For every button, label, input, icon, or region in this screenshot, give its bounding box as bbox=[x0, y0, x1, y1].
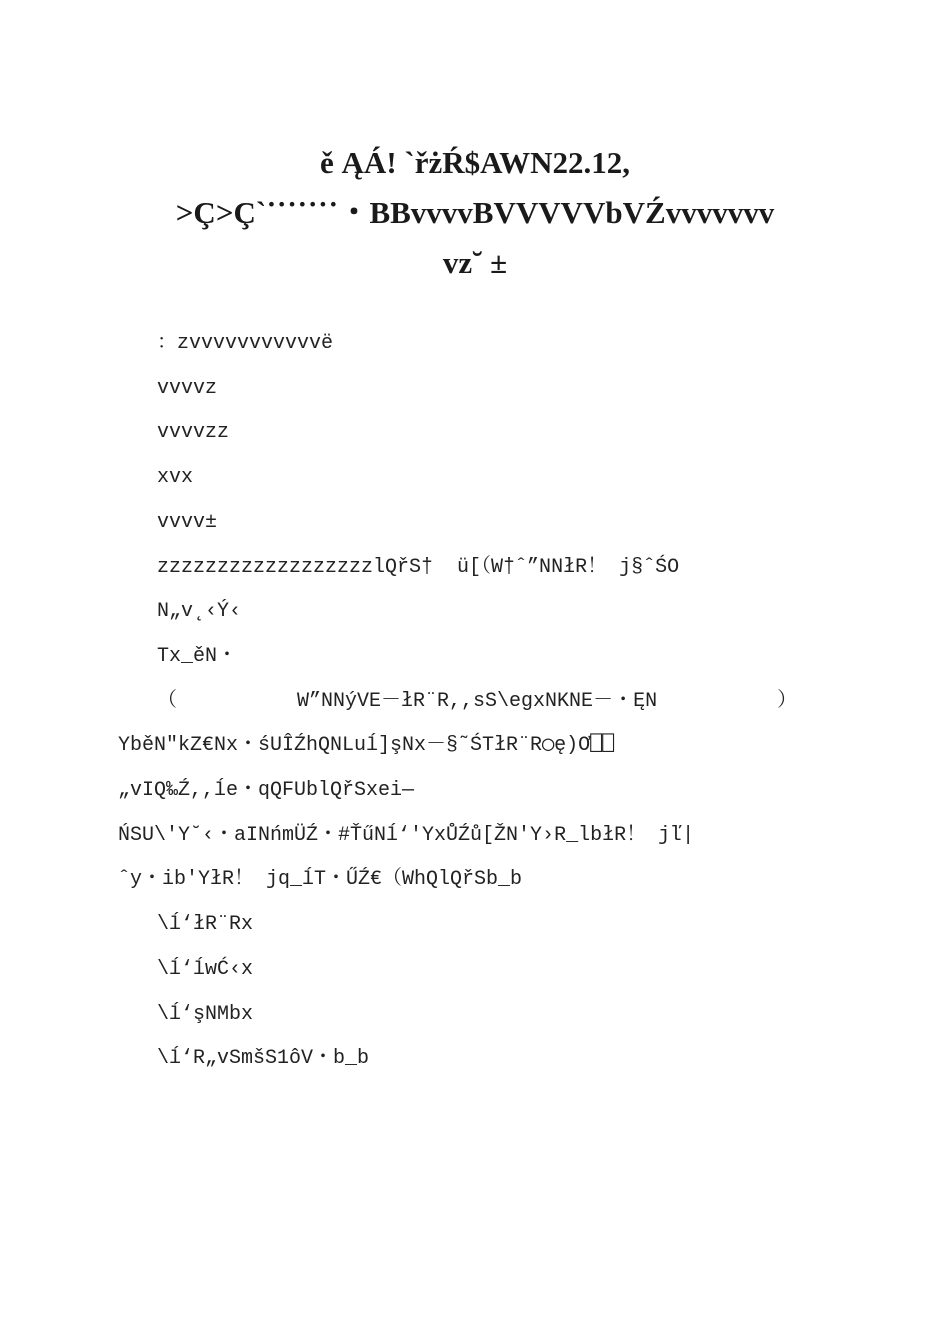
body-line: YběN"kZ€Nx・śUÎŹhQNLuĺ]şNx－§˜ŚTłR¨R◯ę)Ơ⎕⎕ bbox=[118, 734, 615, 758]
body-line: N„v˛‹Ý‹ bbox=[157, 600, 242, 624]
body-line: \ĺ‘şNMbx bbox=[157, 1002, 254, 1026]
body-line: \ĺ‘łR¨Rx bbox=[157, 913, 254, 937]
title-line-1: ě ĄÁ! `řżŔ$AWN22.12, bbox=[320, 145, 630, 180]
body-line: zzzzzzzzzzzzzzzzzzlQřS† ü[（W†ˆ”NNłR！ j§ˆŚO bbox=[157, 555, 680, 579]
body-line: xvx bbox=[157, 466, 194, 490]
body-line: ŃSU\'Y˘‹・aINńmÜŹ・#ŤűNĺ‘'YxŮŹů[ŽN'Y›R_lbłR！ jľ| bbox=[118, 823, 695, 847]
body-line: Tx_ěN・ bbox=[157, 644, 238, 668]
body-line: （ W”NNýVE－łR¨R,,sS\egxNKNE－・ĘN ） bbox=[157, 689, 798, 713]
title-line-3: vz˘ ± bbox=[442, 245, 508, 280]
document-title bbox=[90, 138, 860, 288]
body-line: \ĺ‘ĺwĆ‹x bbox=[157, 957, 254, 981]
body-line: ˆy・ib'YłR！ jq_ĺT・ŰŹ€（WhQlQřSb_b bbox=[118, 868, 523, 892]
document-body bbox=[118, 322, 830, 1082]
body-line: vvvv± bbox=[157, 510, 218, 534]
body-line: vvvvzz bbox=[157, 421, 230, 445]
body-line: vvvvz bbox=[157, 376, 218, 400]
body-line: ：zvvvvvvvvvvvë bbox=[157, 332, 334, 355]
title-line-2: >Ç>Ç`˙˙˙˙˙˙˙・BBvvvvBVVVVVbVŹvvvvvvv bbox=[175, 195, 775, 230]
body-line: „vIQ‰Ź,,ĺe・qQFUblQřSxei— bbox=[118, 779, 415, 803]
body-line: \ĺ‘R„vSmšS1ôV・b_b bbox=[157, 1047, 370, 1071]
